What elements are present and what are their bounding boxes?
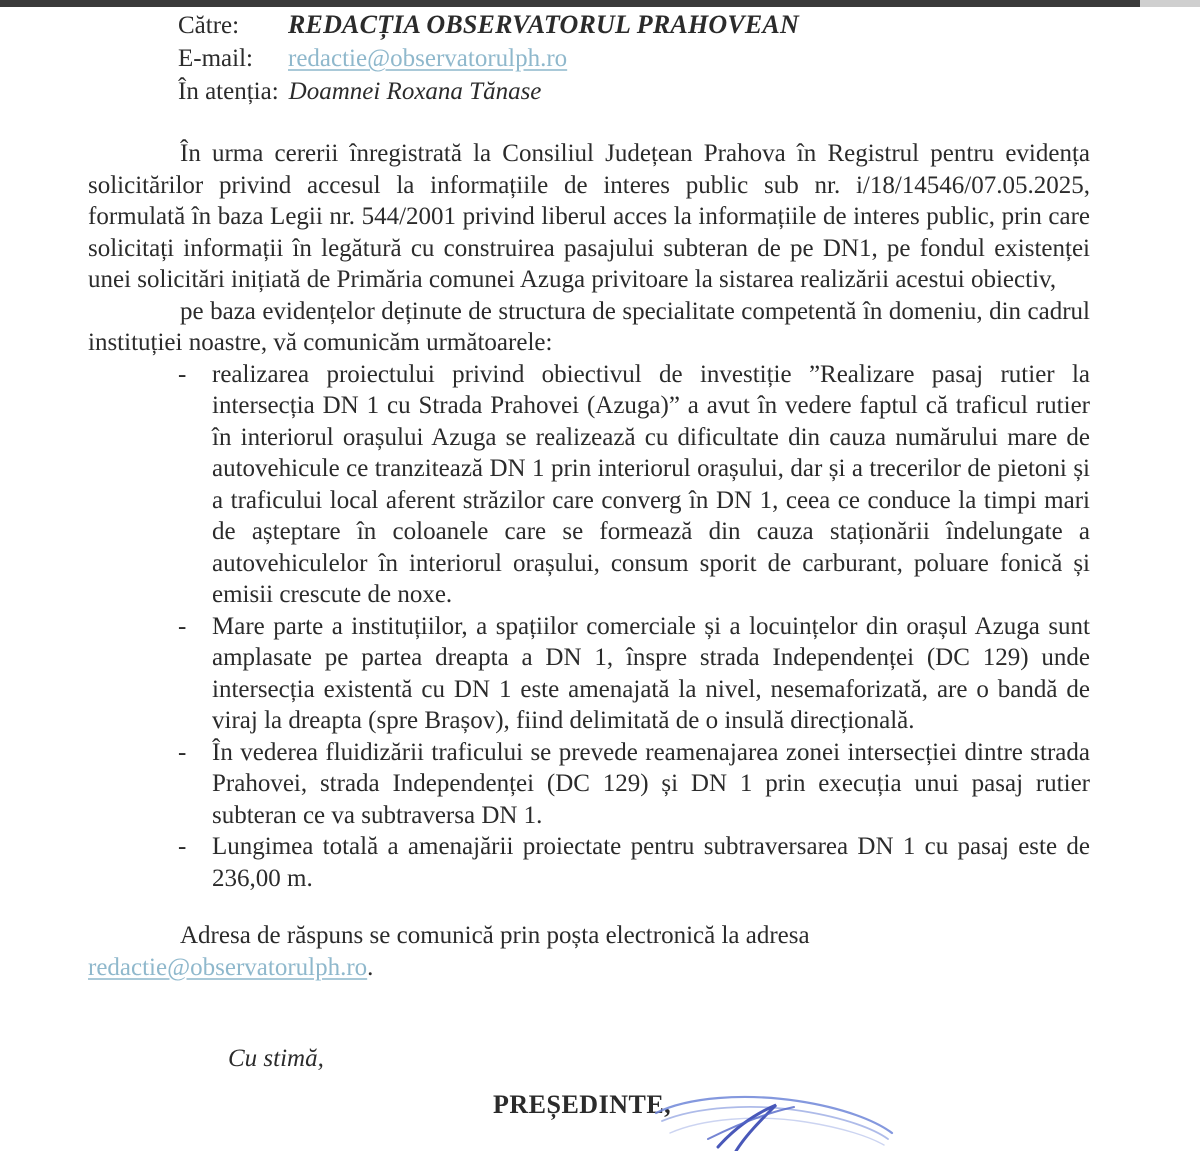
findings-list: [88, 359, 1090, 895]
president-title: PREȘEDINTE,: [493, 1089, 672, 1119]
intro-paragraph-1: În urma cererii înregistrată la Consiliul Județean Prahova în Registrul pentru evidența solicitărilor privind accesul la informațiile de interes public sub nr. i/18/14546/07.05.2025, formulată în baza Legii nr. 544/2001 privind liberul acces la informațiile de interes public, prin care solicitați informații în legătură cu construirea pasajului subteran de pe DN1, pe fondul existenței unei solicitări inițiată de Primăria comunei Azuga privitoare la sistarea realizării acestui obiectiv,: [88, 140, 1090, 293]
list-item-text: Mare parte a instituțiilor, a spațiilor comerciale și a locuințelor din orașul Azuga sunt amplasate pe partea dreapta a DN 1, înspre strada Independenței (DC 129) unde intersecția existentă cu DN 1 este amenajată la nivel, nesemaforizată, are o bandă de viraj la dreapta (spre Brașov), fiind delimitată de o insulă direcțională.: [212, 612, 1090, 734]
email-row: [178, 42, 1090, 75]
closing-text: Adresa de răspuns se comunică prin poșta electronică la adresa: [180, 922, 810, 949]
closing-block: [88, 920, 1090, 983]
list-item: [178, 359, 1090, 611]
attention-row: [178, 75, 1090, 108]
document-body: [88, 138, 1090, 1129]
attention-label: În atenția:: [178, 78, 279, 105]
closing-period: .: [367, 953, 374, 981]
signature-block: [88, 1043, 1090, 1129]
addressee-row: [178, 8, 1090, 42]
closing-link-line: [88, 952, 1090, 984]
attention-name: Doamnei Roxana Tănase: [288, 78, 542, 105]
handwritten-signature-icon: [648, 1081, 908, 1151]
email-link-header[interactable]: redactie@observatorulph.ro: [288, 45, 568, 72]
bullet-dash-icon: -: [178, 833, 187, 860]
address-block: [178, 8, 1090, 108]
list-item: [178, 611, 1090, 737]
bullet-dash-icon: -: [178, 612, 187, 640]
addressee-name: REDACȚIA OBSERVATORUL PRAHOVEAN: [288, 10, 799, 39]
email-link-closing[interactable]: redactie@observatorulph.ro: [88, 953, 368, 981]
closing-paragraph: [88, 920, 1090, 952]
list-item: [178, 831, 1090, 894]
salutation-text: Cu stimă,: [228, 1045, 324, 1072]
email-label: E-mail:: [178, 45, 253, 72]
president-row: [88, 1089, 1090, 1129]
list-item-text: realizarea proiectului privind obiectivul de investiție ”Realizare pasaj rutier la intersecția DN 1 cu Strada Prahovei (Azuga)” a avut în vedere faptul că traficul rutier în interiorul orașului Azuga se realizează cu dificultate din cauza numărului mare de autovehicule ce tranzitează DN 1 prin interiorul orașului, dar și a trecerilor de pietoni și a traficului local aferent străzilor care converg în DN 1, ceea ce conduce la timpi mari de așteptare în coloanele care se formează din cauza staționării îndelungate a autovehiculelor în interiorul orașului, consum sporit de carburant, poluare fonică și emisii crescute de noxe.: [212, 360, 1090, 608]
bullet-dash-icon: -: [178, 360, 187, 388]
addressee-label: Către:: [178, 12, 240, 39]
list-item: [178, 737, 1090, 832]
bullet-dash-icon: -: [178, 738, 187, 766]
list-item-text: Lungimea totală a amenajării proiectate pentru subtraversarea DN 1 cu pasaj este de 236,00 m.: [212, 833, 1090, 892]
intro-paragraph-2: pe baza evidențelor deținute de structura de specialitate competentă în domeniu, din cadrul instituției noastre, vă comunicăm următoarele:: [88, 297, 1090, 356]
list-item-text: În vederea fluidizării traficului se prevede reamenajarea zonei intersecției dintre strada Prahovei, strada Independenței (DC 129) și DN 1 prin execuția unui pasaj rutier subteran ce va subtraversa DN 1.: [212, 738, 1090, 829]
